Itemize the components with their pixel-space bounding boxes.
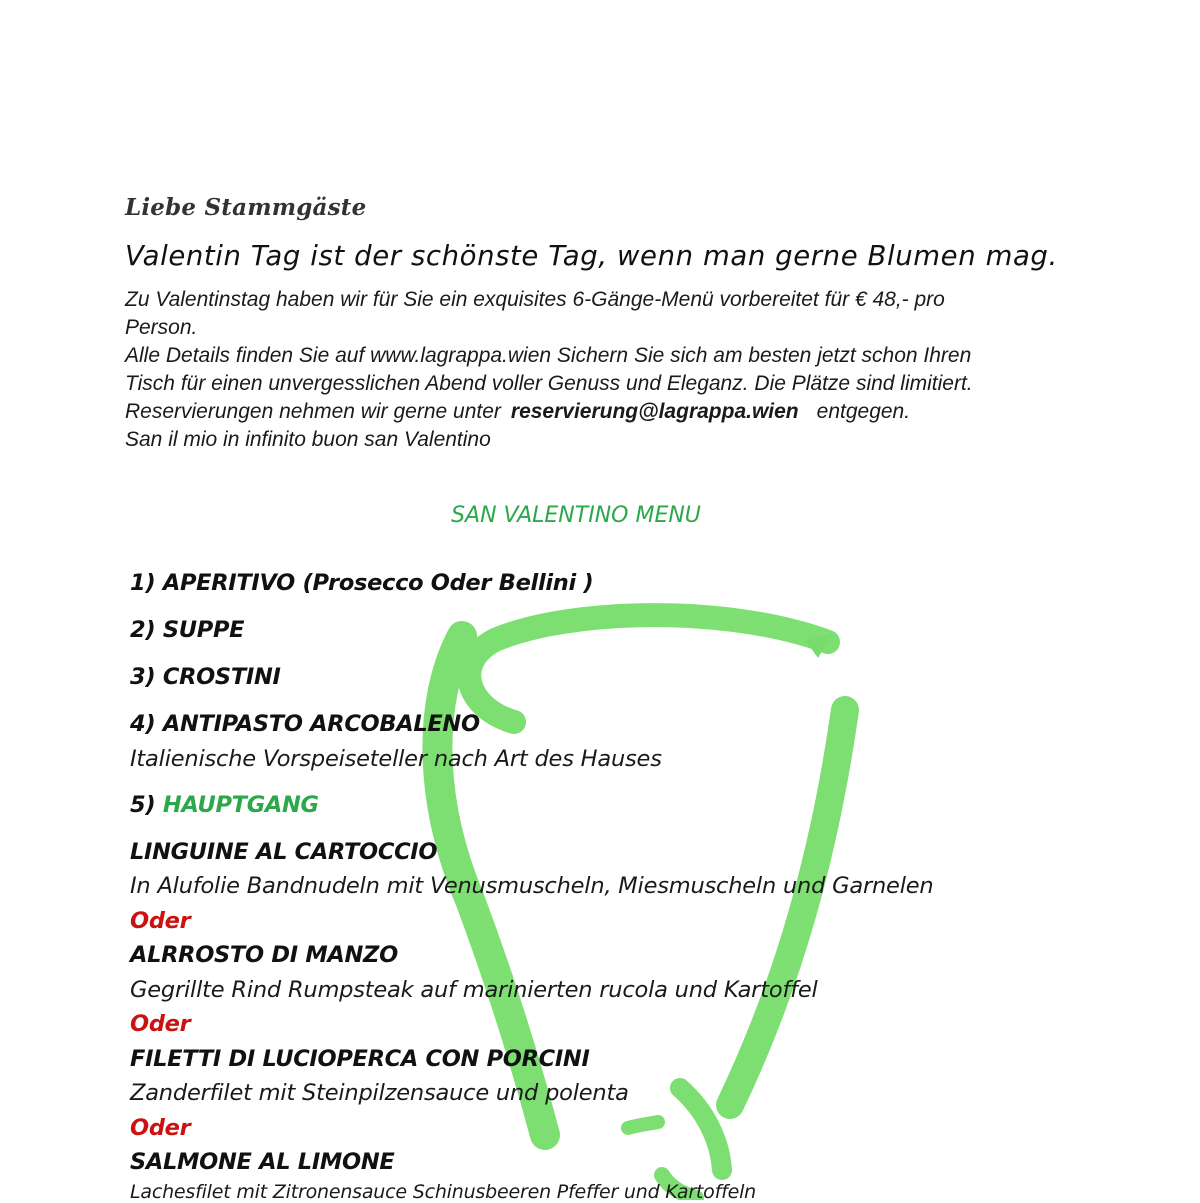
main-dish-name: LINGUINE AL CARTOCCIO [130, 839, 438, 865]
main-dish-name: ALRROSTO DI MANZO [130, 942, 398, 968]
main-dish-name: SALMONE AL LIMONE [130, 1149, 395, 1175]
or-separator: Oder [130, 1011, 191, 1037]
main-dish-description: Gegrillte Rind Rumpsteak auf marinierten rucola und Kartoffel [130, 977, 818, 1003]
or-separator: Oder [130, 1115, 191, 1141]
course-aperitivo: 1) APERITIVO (Prosecco Oder Bellini ) [130, 570, 594, 596]
intro-line: Alle Details finden Sie auf www.lagrappa.wien Sichern Sie sich am besten jetzt schon Ihren [125, 344, 972, 367]
hauptgang-label: HAUPTGANG [162, 792, 319, 818]
reservation-prefix: Reservierungen nehmen wir gerne unter [125, 400, 501, 423]
reservation-suffix: entgegen. [816, 400, 911, 423]
intro-paragraph [125, 286, 1125, 454]
course-suppe: 2) SUPPE [130, 617, 245, 643]
intro-line: Zu Valentinstag haben wir für Sie ein exquisites 6-Gänge-Menü vorbereitet für € 48,- pro [125, 288, 945, 311]
intro-line: Person. [125, 316, 198, 339]
main-dish-description: In Alufolie Bandnudeln mit Venusmuscheln, Miesmuscheln und Garnelen [130, 873, 934, 899]
course-number: 5) [130, 792, 156, 818]
reservation-email-link[interactable]: reservierung@lagrappa.wien [510, 400, 799, 423]
greeting-heading: Liebe Stammgäste [125, 194, 367, 221]
closing-line: San il mio in infinito buon san Valentino [125, 428, 491, 451]
menu-title: SAN VALENTINO MENU [451, 503, 701, 528]
course-hauptgang [130, 792, 319, 818]
main-dish-name: FILETTI DI LUCIOPERCA CON PORCINI [130, 1046, 590, 1072]
course-antipasto-description: Italienische Vorspeiseteller nach Art des Hauses [130, 746, 662, 772]
course-antipasto: 4) ANTIPASTO ARCOBALENO [130, 711, 480, 737]
reservation-line [125, 398, 1125, 426]
or-separator: Oder [130, 908, 191, 934]
main-dish-description: Zanderfilet mit Steinpilzensauce und polenta [130, 1080, 629, 1106]
intro-line: Tisch für einen unvergesslichen Abend voller Genuss und Eleganz. Die Plätze sind limitiert. [125, 372, 973, 395]
course-crostini: 3) CROSTINI [130, 664, 281, 690]
main-dish-description: Lachesfilet mit Zitronensauce Schinusbeeren Pfeffer und Kartoffeln [130, 1181, 756, 1203]
tagline: Valentin Tag ist der schönste Tag, wenn man gerne Blumen mag. [125, 240, 1058, 272]
